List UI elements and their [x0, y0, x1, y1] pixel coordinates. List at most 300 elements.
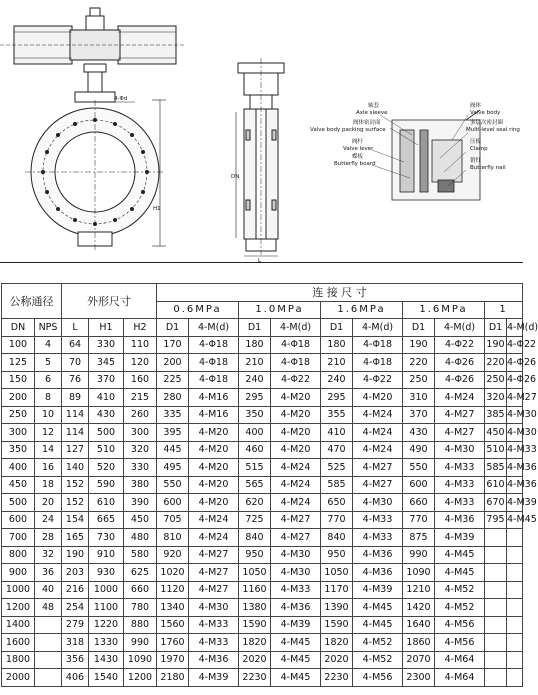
- table-cell: 4-M27: [189, 564, 239, 582]
- table-cell: 665: [89, 511, 124, 529]
- table-cell: 64: [62, 336, 89, 354]
- table-cell: 1100: [89, 599, 124, 617]
- table-cell: [35, 651, 62, 669]
- table-cell: 380: [124, 476, 157, 494]
- table-cell: 4-Φ22: [271, 371, 321, 389]
- table-cell: 1820: [321, 634, 353, 652]
- table-cell: 210: [321, 354, 353, 372]
- table-cell: [35, 634, 62, 652]
- table-cell: 2020: [321, 651, 353, 669]
- table-cell: 910: [89, 546, 124, 564]
- table-cell: 1640: [403, 616, 435, 634]
- table-cell: 160: [124, 371, 157, 389]
- table-cell: 400: [2, 459, 35, 477]
- table-cell: 4-M45: [353, 599, 403, 617]
- table-cell: 1330: [89, 634, 124, 652]
- table-cell: 10: [35, 406, 62, 424]
- column-header: 4-M(d): [435, 319, 485, 337]
- table-cell: 356: [62, 651, 89, 669]
- part-en: Valve body packing surface: [310, 127, 386, 133]
- table-cell: 28: [35, 529, 62, 547]
- technical-drawing: [0, 0, 523, 263]
- column-header: H1: [89, 319, 124, 337]
- table-cell: 610: [89, 494, 124, 512]
- table-cell: 900: [2, 564, 35, 582]
- table-cell: 1970: [157, 651, 189, 669]
- table-cell: 406: [62, 669, 89, 687]
- table-cell: 810: [157, 529, 189, 547]
- table-cell: 4-M27: [271, 529, 321, 547]
- table-cell: 4-M20: [353, 389, 403, 407]
- table-cell: 110: [124, 336, 157, 354]
- table-cell: 4-M45: [507, 511, 523, 529]
- table-cell: 140: [62, 459, 89, 477]
- table-cell: 152: [62, 476, 89, 494]
- table-cell: 450: [2, 476, 35, 494]
- table-cell: 700: [2, 529, 35, 547]
- table-cell: 4-M30: [271, 564, 321, 582]
- table-cell: 4-Φ18: [271, 336, 321, 354]
- table-cell: 385: [485, 406, 507, 424]
- part-en: Butterfly nail: [470, 165, 506, 171]
- table-cell: 4-M33: [435, 494, 485, 512]
- table-cell: 920: [157, 546, 189, 564]
- table-cell: 4-Φ26: [435, 354, 485, 372]
- column-header: D1: [157, 319, 189, 337]
- table-cell: 240: [321, 371, 353, 389]
- actuator: [0, 8, 185, 102]
- table-cell: 330: [89, 336, 124, 354]
- table-row: [2, 354, 523, 372]
- table-row: [2, 476, 523, 494]
- table-cell: 4-M30: [189, 599, 239, 617]
- table-cell: 2000: [2, 669, 35, 687]
- table-cell: 1800: [2, 651, 35, 669]
- table-cell: [507, 529, 523, 547]
- table-cell: 279: [62, 616, 89, 634]
- table-cell: 300: [2, 424, 35, 442]
- header-pressure: 1.6MPa: [403, 301, 485, 319]
- table-cell: 410: [321, 424, 353, 442]
- table-cell: 4-M24: [271, 494, 321, 512]
- table-cell: 152: [62, 494, 89, 512]
- table-cell: 395: [157, 424, 189, 442]
- table-cell: 14: [35, 441, 62, 459]
- table-cell: 4-M30: [271, 546, 321, 564]
- table-cell: 4-M52: [353, 651, 403, 669]
- part-en: Valve body: [470, 110, 501, 116]
- table-cell: 4-Φ26: [507, 371, 523, 389]
- column-header: D1: [485, 319, 507, 337]
- table-cell: 210: [239, 354, 271, 372]
- table-cell: 318: [62, 634, 89, 652]
- table-cell: 4-M52: [435, 581, 485, 599]
- table-cell: 4-Φ18: [189, 371, 239, 389]
- table-cell: 2230: [321, 669, 353, 687]
- table-cell: 114: [62, 406, 89, 424]
- column-header: L: [62, 319, 89, 337]
- table-cell: 216: [62, 581, 89, 599]
- table-cell: 4-M33: [353, 511, 403, 529]
- table-cell: 355: [321, 406, 353, 424]
- table-cell: [507, 599, 523, 617]
- table-cell: 4-M24: [353, 406, 403, 424]
- table-cell: 1170: [321, 581, 353, 599]
- table-cell: 320: [485, 389, 507, 407]
- part-labels-left: [310, 101, 388, 167]
- table-cell: [507, 634, 523, 652]
- table-cell: 190: [485, 336, 507, 354]
- table-cell: 1200: [2, 599, 35, 617]
- table-cell: 430: [403, 424, 435, 442]
- part-cn: 多层次密封圈: [470, 120, 504, 126]
- table-cell: 215: [124, 389, 157, 407]
- table-cell: 4-M45: [271, 634, 321, 652]
- table-cell: 600: [2, 511, 35, 529]
- table-cell: 410: [89, 389, 124, 407]
- table-cell: 620: [239, 494, 271, 512]
- table-cell: 4-M36: [353, 564, 403, 582]
- table-cell: 48: [35, 599, 62, 617]
- table-cell: 4-M33: [435, 476, 485, 494]
- header-nominal: 公称通径: [2, 284, 62, 319]
- table-cell: 1000: [89, 581, 124, 599]
- table-cell: 4-M33: [189, 634, 239, 652]
- table-cell: 330: [124, 459, 157, 477]
- part-en: Clamp: [470, 146, 488, 152]
- part-cn: 阀杆: [352, 139, 364, 145]
- table-cell: 295: [321, 389, 353, 407]
- table-cell: 930: [89, 564, 124, 582]
- table-cell: 12: [35, 424, 62, 442]
- table-cell: 600: [157, 494, 189, 512]
- table-cell: 180: [321, 336, 353, 354]
- table-row: [2, 599, 523, 617]
- table-cell: 390: [124, 494, 157, 512]
- table-cell: 1560: [157, 616, 189, 634]
- table-cell: 4-M20: [271, 441, 321, 459]
- part-cn: 压板: [470, 139, 482, 145]
- table-cell: 525: [321, 459, 353, 477]
- table-cell: 4-M33: [189, 616, 239, 634]
- table-cell: 1050: [239, 564, 271, 582]
- table-cell: 70: [62, 354, 89, 372]
- table-cell: 4-M27: [435, 406, 485, 424]
- table-cell: 1760: [157, 634, 189, 652]
- table-cell: 4-M27: [271, 511, 321, 529]
- table-cell: 150: [2, 371, 35, 389]
- table-cell: 1050: [321, 564, 353, 582]
- table-cell: 2020: [239, 651, 271, 669]
- table-cell: 200: [2, 389, 35, 407]
- spec-table-wrapper: [1, 283, 538, 693]
- table-cell: 165: [62, 529, 89, 547]
- table-cell: 520: [89, 459, 124, 477]
- table-cell: 250: [485, 371, 507, 389]
- column-header: D1: [239, 319, 271, 337]
- table-cell: 4-M30: [353, 494, 403, 512]
- table-cell: 1600: [2, 634, 35, 652]
- table-cell: 4-Φ18: [353, 336, 403, 354]
- table-cell: 875: [403, 529, 435, 547]
- table-cell: [507, 564, 523, 582]
- table-cell: 4-M20: [271, 424, 321, 442]
- table-cell: 4-M36: [507, 476, 523, 494]
- table-cell: 2180: [157, 669, 189, 687]
- table-cell: 725: [239, 511, 271, 529]
- table-cell: 4-M24: [271, 459, 321, 477]
- table-cell: 610: [485, 476, 507, 494]
- table-cell: 4-Φ26: [507, 354, 523, 372]
- header-pressure: 1.0MPa: [239, 301, 321, 319]
- table-cell: 4-M45: [435, 546, 485, 564]
- table-cell: 2070: [403, 651, 435, 669]
- table-cell: 4-Φ22: [353, 371, 403, 389]
- header-dimensions: 外形尺寸: [62, 284, 157, 319]
- table-cell: 40: [35, 581, 62, 599]
- table-cell: 200: [157, 354, 189, 372]
- table-cell: 20: [35, 494, 62, 512]
- table-cell: 4-M39: [435, 529, 485, 547]
- part-cn: 阀体密封面: [353, 120, 381, 126]
- table-cell: 4-M27: [189, 546, 239, 564]
- column-header: NPS: [35, 319, 62, 337]
- table-cell: 4-M20: [189, 441, 239, 459]
- valve-drawing-svg: [0, 0, 523, 262]
- table-cell: 220: [403, 354, 435, 372]
- table-cell: 125: [2, 354, 35, 372]
- table-cell: 1540: [89, 669, 124, 687]
- table-cell: 260: [124, 406, 157, 424]
- table-cell: 4-M16: [189, 406, 239, 424]
- table-cell: 705: [157, 511, 189, 529]
- table-cell: 4-Φ26: [435, 371, 485, 389]
- table-cell: 24: [35, 511, 62, 529]
- table-cell: 4-Φ18: [189, 336, 239, 354]
- table-cell: 4-M24: [271, 476, 321, 494]
- part-cn: 轴套: [368, 103, 380, 109]
- table-cell: 450: [124, 511, 157, 529]
- table-cell: 335: [157, 406, 189, 424]
- table-cell: 500: [89, 424, 124, 442]
- table-cell: [507, 581, 523, 599]
- table-cell: [35, 669, 62, 687]
- table-cell: 585: [485, 459, 507, 477]
- h1-label: H1: [153, 206, 161, 212]
- table-cell: 36: [35, 564, 62, 582]
- table-cell: 450: [485, 424, 507, 442]
- table-cell: [507, 546, 523, 564]
- table-cell: 6: [35, 371, 62, 389]
- table-cell: 660: [124, 581, 157, 599]
- header-pressure: 1: [485, 301, 523, 319]
- header-row-groups: [2, 284, 523, 302]
- column-header: 4-M(d): [271, 319, 321, 337]
- table-cell: 515: [239, 459, 271, 477]
- table-row: [2, 546, 523, 564]
- table-cell: 4-Φ22: [507, 336, 523, 354]
- table-row: [2, 669, 523, 687]
- valve-body-front: [25, 100, 165, 250]
- table-cell: 780: [124, 599, 157, 617]
- table-cell: 4-M20: [189, 476, 239, 494]
- table-row: [2, 494, 523, 512]
- column-header: H2: [124, 319, 157, 337]
- table-cell: [485, 546, 507, 564]
- table-cell: 310: [403, 389, 435, 407]
- table-cell: 4-M33: [507, 441, 523, 459]
- table-cell: 660: [403, 494, 435, 512]
- table-cell: 4-M56: [435, 634, 485, 652]
- part-en: Butterfly board: [334, 161, 376, 167]
- table-cell: 295: [239, 389, 271, 407]
- table-cell: 4-M56: [353, 669, 403, 687]
- table-cell: 950: [321, 546, 353, 564]
- table-cell: 1590: [321, 616, 353, 634]
- table-cell: 585: [321, 476, 353, 494]
- part-en: Axle sleeve: [356, 110, 388, 116]
- table-cell: 1390: [321, 599, 353, 617]
- table-cell: 120: [124, 354, 157, 372]
- header-pressure: 1.6MPa: [321, 301, 403, 319]
- table-cell: 4-M27: [507, 389, 523, 407]
- table-cell: 4-M64: [435, 651, 485, 669]
- table-cell: 1090: [403, 564, 435, 582]
- table-cell: 4-M20: [189, 494, 239, 512]
- table-cell: 800: [2, 546, 35, 564]
- table-cell: 4-M30: [507, 406, 523, 424]
- table-row: [2, 564, 523, 582]
- table-cell: 1160: [239, 581, 271, 599]
- table-cell: 1590: [239, 616, 271, 634]
- table-cell: 580: [124, 546, 157, 564]
- table-cell: 89: [62, 389, 89, 407]
- table-cell: 320: [124, 441, 157, 459]
- table-cell: 4-M39: [271, 616, 321, 634]
- table-row: [2, 616, 523, 634]
- table-cell: 4-M33: [435, 459, 485, 477]
- table-cell: 2300: [403, 669, 435, 687]
- table-cell: 4-M24: [435, 389, 485, 407]
- column-header: 4-M(d): [353, 319, 403, 337]
- table-cell: 770: [403, 511, 435, 529]
- table-cell: 600: [403, 476, 435, 494]
- table-cell: [485, 529, 507, 547]
- valve-body-side: [238, 58, 284, 255]
- column-header: D1: [403, 319, 435, 337]
- table-cell: 225: [157, 371, 189, 389]
- table-cell: 154: [62, 511, 89, 529]
- table-body: [2, 336, 537, 686]
- table-cell: 4-M24: [189, 511, 239, 529]
- table-cell: 1220: [89, 616, 124, 634]
- table-cell: 4-M27: [189, 581, 239, 599]
- header-connection: 连 接 尺 寸: [157, 284, 523, 302]
- table-cell: 4-M24: [189, 529, 239, 547]
- table-cell: 1200: [124, 669, 157, 687]
- table-cell: 4-M20: [189, 424, 239, 442]
- table-cell: 4-M33: [271, 581, 321, 599]
- table-cell: 4-Φ18: [189, 354, 239, 372]
- table-row: [2, 459, 523, 477]
- table-cell: 880: [124, 616, 157, 634]
- table-cell: 510: [485, 441, 507, 459]
- table-cell: 4-M45: [271, 651, 321, 669]
- table-cell: 4-M30: [435, 441, 485, 459]
- table-cell: 4-M45: [353, 616, 403, 634]
- seal-detail: [392, 110, 480, 200]
- table-cell: 490: [403, 441, 435, 459]
- table-cell: 480: [124, 529, 157, 547]
- table-cell: 510: [89, 441, 124, 459]
- table-cell: 470: [321, 441, 353, 459]
- table-cell: 4-Φ22: [435, 336, 485, 354]
- table-row: [2, 511, 523, 529]
- table-cell: 4-M36: [507, 459, 523, 477]
- table-cell: 1820: [239, 634, 271, 652]
- table-cell: [507, 669, 523, 687]
- table-cell: 1000: [2, 581, 35, 599]
- part-en: Valve lever: [343, 146, 374, 152]
- table-row: [2, 424, 523, 442]
- table-cell: 5: [35, 354, 62, 372]
- bolt-label: 4-Φd: [114, 96, 128, 102]
- table-row: [2, 371, 523, 389]
- table-cell: 840: [321, 529, 353, 547]
- table-cell: 127: [62, 441, 89, 459]
- table-cell: [485, 581, 507, 599]
- table-cell: 4-M36: [435, 511, 485, 529]
- table-cell: [507, 616, 523, 634]
- part-cn: 阀体: [470, 103, 482, 109]
- table-row: [2, 651, 523, 669]
- table-cell: 32: [35, 546, 62, 564]
- table-row: [2, 529, 523, 547]
- table-cell: 1420: [403, 599, 435, 617]
- table-cell: 590: [89, 476, 124, 494]
- table-cell: 4-M27: [353, 476, 403, 494]
- table-row: [2, 389, 523, 407]
- table-cell: 4-M52: [353, 634, 403, 652]
- table-cell: 1400: [2, 616, 35, 634]
- column-header: 4-M(d): [507, 319, 523, 337]
- table-cell: 4-M33: [353, 529, 403, 547]
- table-cell: 250: [403, 371, 435, 389]
- table-cell: [35, 616, 62, 634]
- table-row: [2, 336, 523, 354]
- table-cell: 16: [35, 459, 62, 477]
- table-cell: 190: [403, 336, 435, 354]
- header-row-columns: [2, 319, 523, 337]
- table-cell: 770: [321, 511, 353, 529]
- table-cell: 280: [157, 389, 189, 407]
- table-cell: 345: [89, 354, 124, 372]
- table-cell: 4-M20: [189, 459, 239, 477]
- table-cell: 240: [239, 371, 271, 389]
- table-cell: 1020: [157, 564, 189, 582]
- table-cell: 4-M56: [435, 616, 485, 634]
- table-cell: 4-M52: [435, 599, 485, 617]
- table-row: [2, 581, 523, 599]
- table-cell: 4-M39: [353, 581, 403, 599]
- table-cell: 840: [239, 529, 271, 547]
- table-cell: 4-M20: [271, 406, 321, 424]
- table-cell: 4-M27: [353, 459, 403, 477]
- table-cell: 4-M24: [353, 424, 403, 442]
- table-cell: 76: [62, 371, 89, 389]
- table-cell: 990: [403, 546, 435, 564]
- table-cell: 4-M27: [435, 424, 485, 442]
